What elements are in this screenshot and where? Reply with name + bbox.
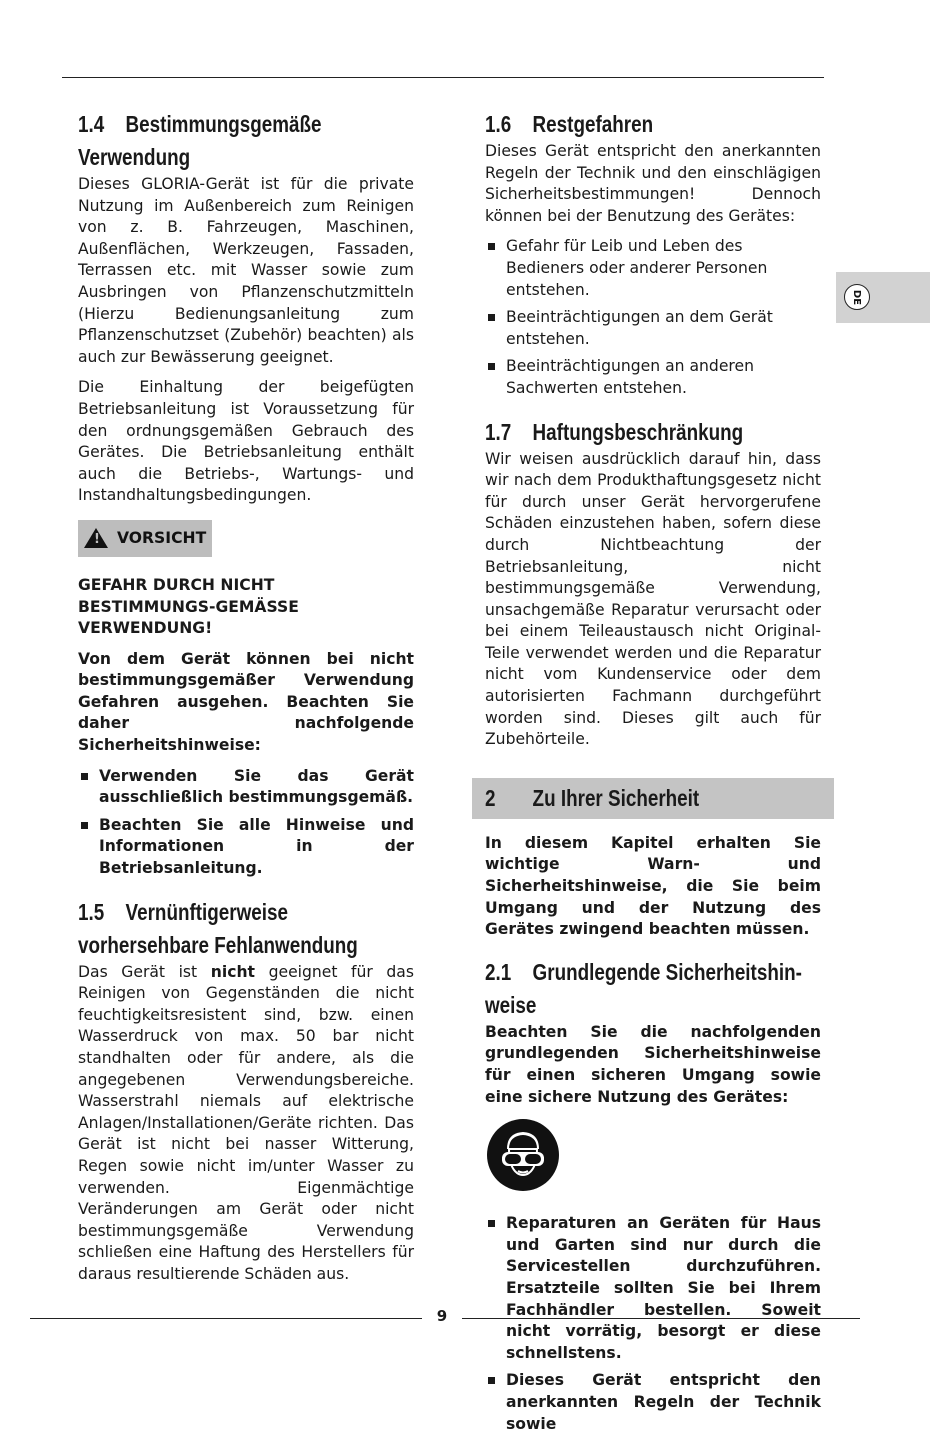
section-title: Verwendung (78, 144, 191, 170)
footer-rule-left (30, 1318, 422, 1319)
section-title: Zu Ihrer Sicherheit (532, 784, 700, 811)
bullet-square-icon (81, 773, 88, 780)
warning-list (78, 766, 414, 880)
bullet-square-icon (488, 1220, 495, 1227)
section-title: vorhersehbare Fehlanwendung (78, 931, 358, 958)
section-title: Restgefahren (532, 111, 654, 137)
safety-goggles-icon (487, 1119, 559, 1191)
bullet-square-icon (488, 363, 495, 370)
section-1-5-heading (78, 896, 354, 929)
section-1-5-heading-line2 (78, 929, 358, 962)
section-number: 1.7 (485, 418, 512, 445)
paragraph: Dieses GLORIA-Gerät ist für die private Nutzung im Außenbereich zum Reinigen von z. B. Fahrzeugen, Maschinen, Außenflächen, Werkzeugen, Fassaden, Terrassen etc. mit Wasser sowie zum Ausbringen von Pflanzenschutzmitteln (Hierzu Bedienungsanleitung zum Pflanzenschutzset (Zubehör) beachten) als auch zur Bewässerung geeignet. (78, 175, 414, 366)
bullet-square-icon (488, 1377, 495, 1384)
list-item: Beachten Sie alle Hinweise und Informationen in der Betriebsanleitung. (78, 815, 414, 880)
warning-triangle-icon: ! (84, 528, 108, 548)
list-item: Reparaturen an Geräten für Haus und Garten sind nur durch die Servicestellen durchzuführen. Ersatzteile sollten Sie bei Ihrem Fachhändler bestellen. Soweit nicht vorrätig, besorgt er diese schnellstens. (485, 1213, 821, 1364)
section-2-1-heading-line2 (485, 989, 761, 1022)
section-2-1-heading (485, 956, 802, 989)
language-badge (844, 284, 870, 310)
section-title: Bestimmungsgemäße (125, 111, 322, 137)
section-title: Vernünftigerweise (125, 898, 289, 925)
section-1-4-heading-line2 (78, 141, 354, 174)
left-column (78, 108, 414, 1295)
list-item: Beeinträchtigungen an anderen Sachwerten entstehen. (485, 356, 821, 399)
page-number: 9 (436, 1307, 448, 1325)
section-1-6-heading (485, 108, 761, 141)
warning-text: Von dem Gerät können bei nicht bestimmungsgemäßer Verwendung Gefahren ausgehen. Beachten Sie daher nachfolgende Sicherheitshinweise: (78, 649, 414, 755)
caution-label: VORSICHT (117, 529, 207, 548)
language-code: DE (851, 289, 863, 305)
hazard-list (485, 236, 821, 399)
section-number: 1.5 (78, 898, 105, 925)
paragraph: Wir weisen ausdrücklich darauf hin, dass wir nach dem Produkthaftungsgesetz nicht für durch unser Gerät hervorgerufene Schäden einzustehen haben, sofern diese durch Nichtbeachtung der Betriebsanleitung, nicht bestimmungsgemäße Verwendung, unsachgemäße Reparatur verursacht oder bei einem Teileaustausch nicht Original-Teile verwendet werden und die Reparatur nicht vom Kundenservice oder dem autorisierten Fachmann durchgeführt worden sind. Dieses gilt auch für Zubehörteile. (485, 449, 821, 749)
right-column (485, 108, 821, 1443)
bullet-square-icon (488, 314, 495, 321)
bullet-square-icon (81, 822, 88, 829)
paragraph: Dieses Gerät entspricht den anerkannten Regeln der Technik und den einschlägigen Sicherheitsbestimmungen! Dennoch können bei der Benutzung des Gerätes: (485, 142, 821, 225)
list-item: Verwenden Sie das Gerät ausschließlich bestimmungsgemäß. (78, 766, 414, 809)
section-number: 2 (485, 784, 496, 811)
section-number: 1.6 (485, 111, 512, 137)
language-tab (836, 272, 930, 323)
safety-list (485, 1213, 821, 1435)
section-1-7-heading (485, 416, 761, 449)
section-title: Haftungsbeschränkung (532, 418, 744, 445)
warning-heading: GEFAHR DURCH NICHT BESTIMMUNGS-GEMÄSSE VERWENDUNG! (78, 575, 299, 638)
chapter-2-heading (485, 778, 699, 819)
paragraph: Die Einhaltung der beigefügten Betriebsanleitung ist Voraussetzung für den ordnungsgemäßen Gebrauch des Gerätes. Die Betriebsanleitung enthält auch die Betriebs-, Wartungs- und Instandhaltungsbedingungen. (78, 378, 414, 505)
bullet-square-icon (488, 243, 495, 250)
list-item: Beeinträchtigungen an dem Gerät entstehen. (485, 307, 821, 350)
list-item: Gefahr für Leib und Leben des Bedieners oder anderer Personen entstehen. (485, 236, 821, 301)
section-title: weise (485, 991, 537, 1018)
section-title: Grundlegende Sicherheitshin- (532, 958, 802, 985)
chapter-intro: In diesem Kapitel erhalten Sie wichtige Warn- und Sicherheitshinweise, die Sie beim Umgang und der Nutzung des Gerätes zwingend beachten müssen. (485, 833, 821, 939)
header-rule (62, 77, 824, 78)
footer-rule-right (462, 1318, 860, 1319)
list-item: Dieses Gerät entspricht den anerkannten Regeln der Technik sowie (485, 1370, 821, 1435)
section-number: 2.1 (485, 958, 512, 985)
caution-label-box (78, 520, 212, 557)
paragraph: Beachten Sie die nachfolgenden grundlegenden Sicherheitshinweise für einen sicheren Umgang sowie eine sichere Nutzung des Gerätes: (485, 1022, 821, 1106)
section-number: 1.4 (78, 111, 105, 137)
chapter-2-heading-bar (472, 778, 834, 819)
section-1-4-heading (78, 108, 354, 141)
paragraph: Das Gerät ist nicht geeignet für das Reinigen von Gegenständen die nicht feuchtigkeitsresistent sind, bzw. einen Wasserdruck von max. 50 bar nicht standhalten oder für andere, als die angegebenen Verwendungsbereiche. Wasserstrahl niemals auf elektrische Anlagen/Installationen/Geräte richten. Das Gerät ist nicht bei nasser Witterung, Regen sowie nicht im/unter Wasser zu verwenden. Eigenmächtige Veränderungen am Gerät oder nicht bestimmungsgemäße Verwendung schließen eine Haftung des Herstellers für daraus resultierende Schäden aus. (78, 962, 414, 1283)
